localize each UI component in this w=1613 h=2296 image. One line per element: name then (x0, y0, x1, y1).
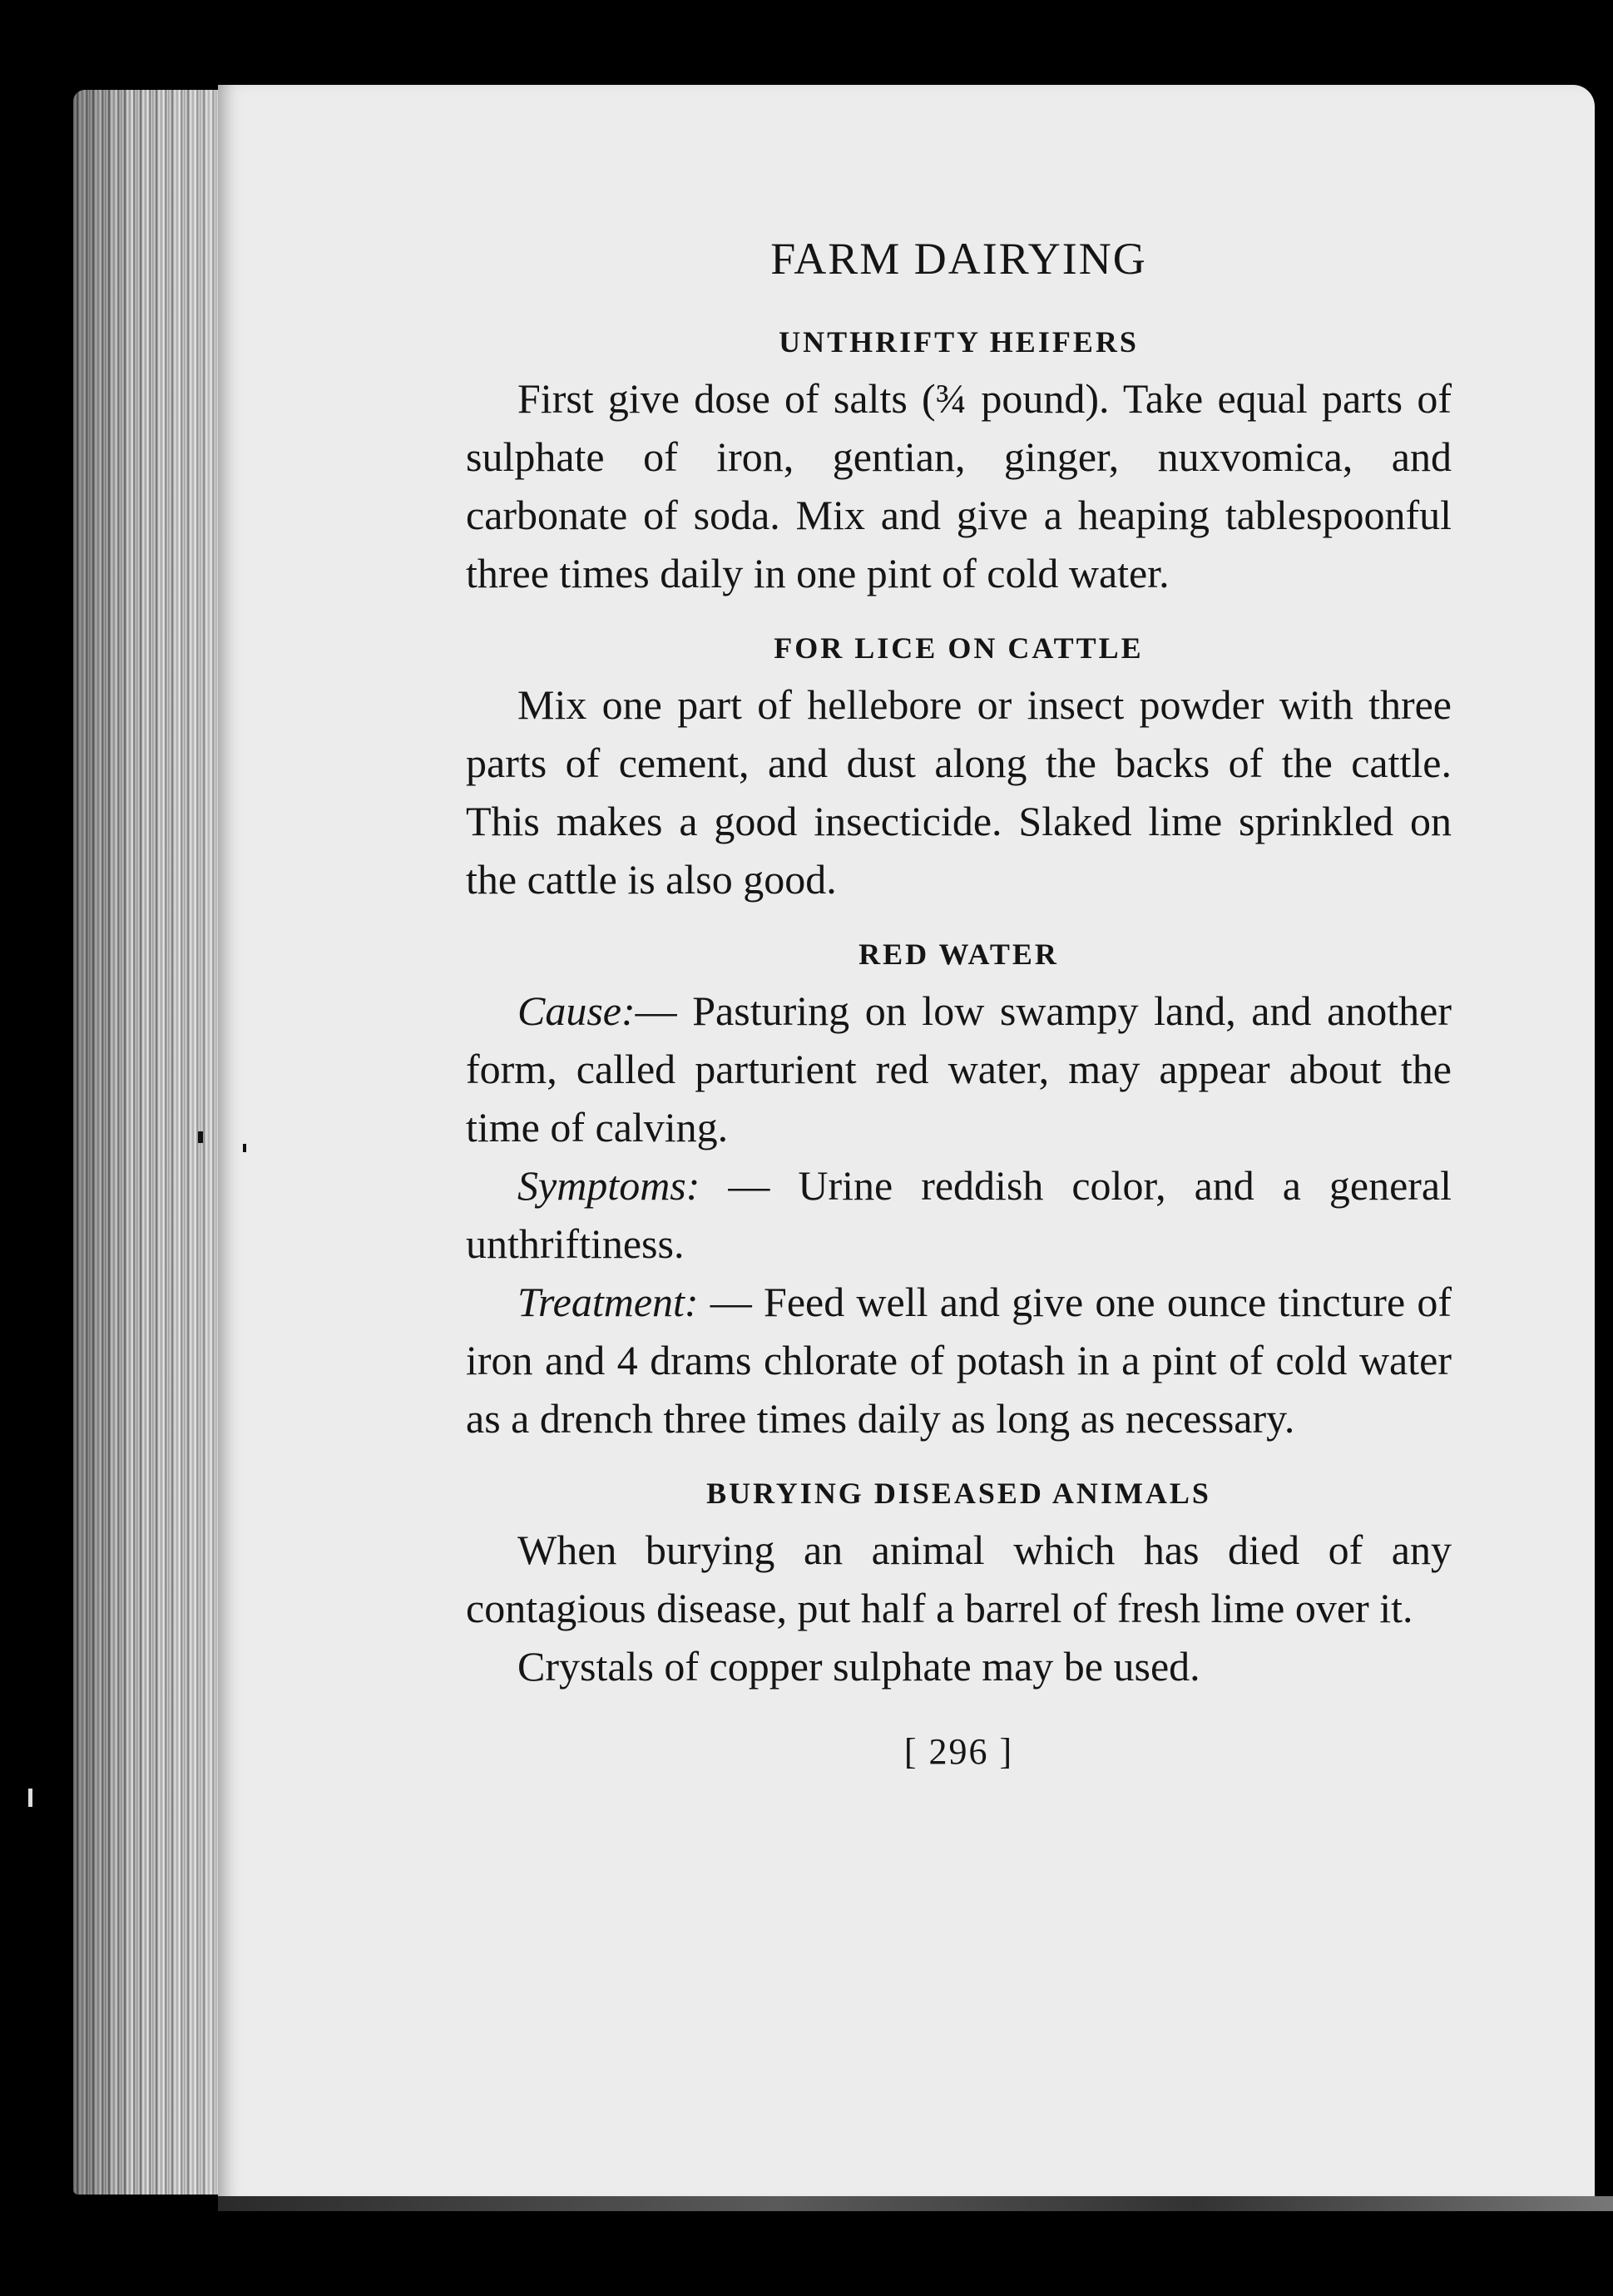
entry-label: Treatment: (517, 1279, 699, 1325)
section-lice-on-cattle (466, 631, 1452, 908)
page-text (466, 233, 1452, 1773)
entry-dash: — (728, 1162, 770, 1209)
section-heading: BURYING DISEASED ANIMALS (706, 1477, 1211, 1510)
page-number: [ 296 ] (903, 1731, 1014, 1772)
dust-speck (198, 1131, 203, 1143)
entry-label: Symptoms: (517, 1162, 700, 1209)
entry-text: Pasturing on low swampy land, and another form, called parturient red water, may appear about the time of calving. (466, 987, 1452, 1150)
running-head: FARM DAIRYING (770, 234, 1147, 284)
paragraph: Mix one part of hellebore or insect powder with three parts of cement, and dust along the backs of the cattle. This makes a good insecticide. Slaked lime sprinkled on the cattle is also good. (466, 681, 1452, 903)
paragraph: First give dose of salts (¾ pound). Take equal parts of sulphate of iron, gentian, ginger, nuxvomica, and carbonate of soda. Mix and give a heaping tablespoonful three times daily in one pint of cold water. (466, 375, 1452, 596)
paragraph: Crystals of copper sulphate may be used. (517, 1643, 1200, 1690)
entry-text: Feed well and give one ounce tincture of iron and 4 drams chlorate of potash in a pint of cold water as a drench three times daily as long as necessary. (466, 1279, 1452, 1442)
paragraph: When burying an animal which has died of any contagious disease, put half a barrel of fresh lime over it. (466, 1527, 1452, 1631)
entry-text: Urine reddish color, and a general unthriftiness. (466, 1162, 1452, 1267)
section-burying-diseased-animals (466, 1476, 1452, 1695)
section-heading: FOR LICE ON CATTLE (774, 631, 1144, 665)
dust-speck (243, 1144, 246, 1152)
dust-speck (28, 1789, 32, 1807)
section-heading: RED WATER (858, 938, 1059, 971)
entry-treatment (466, 1273, 1452, 1447)
book-bottom-edge (218, 2196, 1613, 2211)
entry-dash: — (710, 1279, 752, 1325)
entry-cause (466, 982, 1452, 1156)
section-unthrifty-heifers (466, 324, 1452, 602)
entry-symptoms (466, 1156, 1452, 1273)
section-red-water (466, 937, 1452, 1447)
entry-label: Cause: (517, 987, 636, 1034)
section-heading: UNTHRIFTY HEIFERS (779, 325, 1139, 359)
entry-dash: — (635, 987, 677, 1034)
